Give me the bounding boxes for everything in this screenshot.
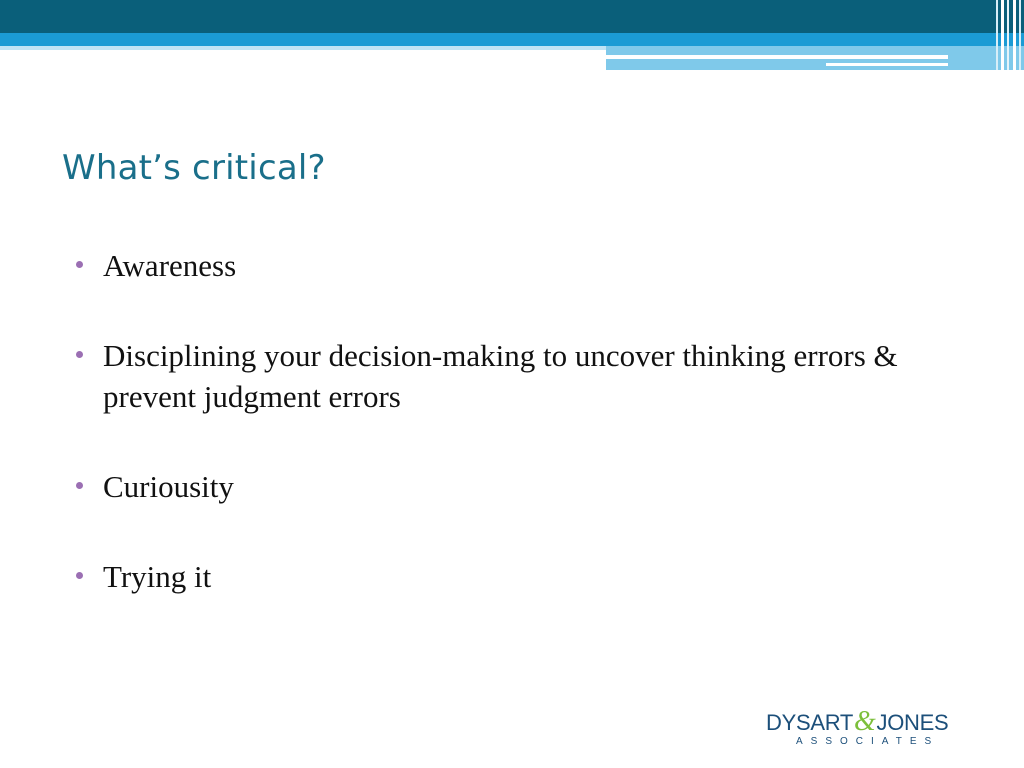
bullet-dot-icon [76, 351, 83, 358]
bullet-item [76, 335, 976, 417]
header-stripes [994, 0, 1024, 70]
bullet-dot-icon [76, 261, 83, 268]
header-accent-line-short [826, 63, 948, 66]
bullet-text: Curiousity [103, 469, 234, 504]
company-logo [766, 706, 966, 754]
logo-name-right: JONES [876, 710, 949, 735]
header-accent-line [606, 55, 948, 59]
header-band-dark [0, 0, 1024, 33]
bullet-dot-icon [76, 572, 83, 579]
bullet-dot-icon [76, 482, 83, 489]
bullet-item [76, 556, 976, 597]
logo-wordmark [766, 706, 948, 738]
bullet-text: Awareness [103, 248, 237, 283]
bullet-list [76, 245, 976, 597]
bullet-item [76, 245, 976, 286]
header-band-mid [0, 33, 1024, 46]
slide-title: What’s critical? [62, 148, 326, 188]
logo-name-left: DYSART [766, 710, 854, 735]
bullet-text: Disciplining your decision-making to uncover thinking errors & prevent judgment errors [103, 338, 898, 414]
logo-ampersand: & [854, 706, 876, 737]
header-band-light-left [0, 46, 606, 50]
bullet-text: Trying it [103, 559, 212, 594]
bullet-item [76, 466, 976, 507]
logo-subtitle: ASSOCIATES [796, 736, 940, 747]
